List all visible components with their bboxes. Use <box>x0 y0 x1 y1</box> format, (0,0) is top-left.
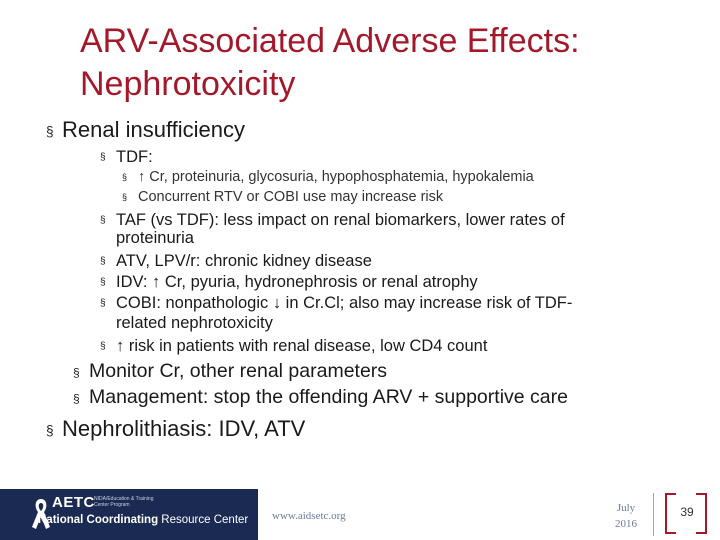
bullet-renal-insufficiency <box>46 117 246 143</box>
bullet-cobi <box>100 294 573 313</box>
bullet-tdf-rtv <box>122 189 444 205</box>
bullet-cobi-cont <box>116 314 273 333</box>
bullet-taf <box>100 211 565 230</box>
bullet-marker: § <box>46 423 54 438</box>
footer-date <box>603 500 649 532</box>
bullet-taf-cont <box>116 229 194 248</box>
bullet-marker: § <box>100 298 106 309</box>
footer-date-month: July <box>616 502 636 514</box>
slide-footer <box>0 489 720 540</box>
bullet-marker: § <box>73 392 80 406</box>
bullet-idv <box>100 273 478 292</box>
bullet-marker: § <box>100 277 106 288</box>
slide-title-line2: Nephrotoxicity <box>80 65 296 103</box>
bullet-text-continued: proteinuria <box>116 229 194 247</box>
footer-divider <box>653 493 654 536</box>
bullet-text: Concurrent RTV or COBI use may increase risk <box>138 189 444 205</box>
bullet-monitor <box>73 360 388 383</box>
bullet-text: TDF: <box>116 148 153 166</box>
bullet-marker: § <box>122 172 127 182</box>
aetc-logo <box>0 489 258 540</box>
bullet-marker: § <box>100 341 106 352</box>
bullet-marker: § <box>100 152 106 163</box>
bullet-risk <box>100 337 488 356</box>
bullet-marker: § <box>122 192 127 202</box>
bullet-text: ↑ risk in patients with renal disease, low CD4 count <box>116 337 488 355</box>
bracket-right-icon <box>696 493 707 534</box>
bullet-text: IDV: ↑ Cr, pyuria, hydronephrosis or renal atrophy <box>116 273 478 291</box>
slide-title-line1: ARV-Associated Adverse Effects: <box>80 22 580 60</box>
page-number: 39 <box>680 505 694 519</box>
bullet-nephrolithiasis <box>46 416 306 442</box>
bullet-atv <box>100 252 372 271</box>
logo-ncrc-text <box>38 514 248 526</box>
bullet-management <box>73 386 568 409</box>
bullet-text: TAF (vs TDF): less impact on renal biomarkers, lower rates of <box>116 211 565 229</box>
bullet-tdf-cr <box>122 169 534 185</box>
bullet-text: Management: stop the offending ARV + supportive care <box>89 386 568 408</box>
logo-ncrc-light: Resource Center <box>158 514 249 526</box>
bullet-text: Nephrolithiasis: IDV, ATV <box>62 416 306 441</box>
logo-program-text: NIDA/Education & Training Center Program <box>94 496 154 508</box>
bullet-text: Renal insufficiency <box>62 117 246 142</box>
bullet-marker: § <box>100 215 106 226</box>
bullet-text: COBI: nonpathologic ↓ in Cr.Cl; also may increase risk of TDF- <box>116 294 573 312</box>
bullet-marker: § <box>100 256 106 267</box>
bullet-text: Monitor Cr, other renal parameters <box>89 360 388 382</box>
bullet-text: ATV, LPV/r: chronic kidney disease <box>116 252 372 270</box>
bullet-marker: § <box>73 366 80 380</box>
page-number-box <box>665 493 713 536</box>
footer-date-year: 2016 <box>615 518 637 530</box>
bullet-marker: § <box>46 124 54 139</box>
footer-url: www.aidsetc.org <box>272 510 346 522</box>
bullet-text-continued: related nephrotoxicity <box>116 314 273 332</box>
logo-aetc-text: AETC <box>52 494 95 511</box>
bullet-text: ↑ Cr, proteinuria, glycosuria, hypophosphatemia, hypokalemia <box>138 169 534 185</box>
bracket-left-icon <box>665 493 676 534</box>
logo-ncrc-bold: National Coordinating <box>38 514 159 526</box>
bullet-tdf <box>100 148 153 167</box>
